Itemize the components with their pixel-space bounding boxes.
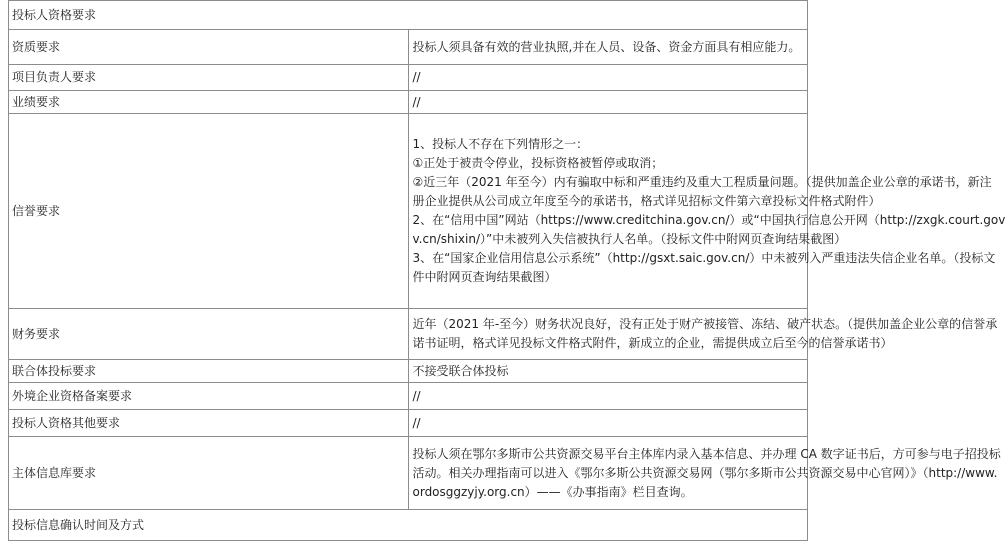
content-line: 册企业提供从公司成立年度至今的承诺书，格式详见招标文件第六章投标文件格式附件） [412, 194, 881, 208]
row-label: 外境企业资格备案要求 [9, 383, 409, 410]
table-row [9, 360, 808, 383]
row-label: 投标人资格其他要求 [9, 410, 409, 437]
table-header: 投标人资格要求 [9, 1, 808, 30]
content-line: // [412, 388, 421, 403]
table-footer: 投标信息确认时间及方式 [9, 510, 808, 541]
table-row [9, 91, 808, 114]
content-line: 诺书证明，格式详见投标文件格式附件，新成立的企业，需提供成立后至今的信誉承诺书） [412, 336, 893, 350]
content-line: // [412, 415, 421, 430]
content-line: 活动。相关办理指南可以进入《鄂尔多斯公共资源交易网（鄂尔多斯市公共资源交易中心官网）》（http://www. [412, 465, 998, 480]
row-content [408, 410, 808, 437]
row-content [408, 30, 808, 65]
row-content [408, 437, 1001, 510]
row-label: 项目负责人要求 [9, 65, 409, 91]
row-content [408, 91, 808, 114]
table-row [9, 437, 808, 510]
content-line: 投标人须在鄂尔多斯市公共资源交易平台主体库内录入基本信息、并办理 CA 数字证书后，方可参与电子招投标 [412, 446, 1001, 461]
content-line: 不接受联合体投标 [412, 363, 509, 378]
table-row [9, 410, 808, 437]
row-content [408, 309, 998, 360]
table-row [9, 383, 808, 410]
row-label: 信誉要求 [9, 114, 409, 309]
row-content [408, 360, 808, 383]
content-line: v.cn/shixin/）”中未被列入失信被执行人名单。（投标文件中附网页查询结果截图） [412, 232, 847, 246]
row-label: 资质要求 [9, 30, 409, 65]
content-line: 投标人须具备有效的营业执照,并在人员、设备、资金方面具有相应能力。 [412, 39, 801, 54]
row-content [408, 383, 808, 410]
row-content [408, 65, 808, 91]
bidder-qualification-table [8, 0, 1005, 541]
row-label: 联合体投标要求 [9, 360, 409, 383]
content-line: 件中附网页查询结果截图） [412, 270, 557, 284]
content-line: ①正处于被责令停业，投标资格被暂停或取消； [412, 156, 664, 170]
content-line: ②近三年（2021 年至今）内有骗取中标和严重违约及重大工程质量问题。（提供加盖企业公章的承诺书，新注 [412, 175, 992, 189]
content-line: 近年（2021 年-至今）财务状况良好，没有正处于财产被接管、冻结、破产状态。（提供加盖企业公章的信誉承 [412, 317, 998, 331]
table-row [9, 30, 808, 65]
table-row [9, 65, 808, 91]
content-line: 2、在“信用中国”网站（https://www.creditchina.gov.cn/）或“中国执行信息公开网（http://zxgk.court.gov [412, 213, 1005, 227]
table-row [9, 309, 808, 360]
content-line: // [412, 94, 421, 109]
content-line: ordosggzyjy.org.cn）——《办事指南》栏目查询。 [412, 484, 693, 499]
table-row [9, 114, 808, 309]
content-line: 1、投标人不存在下列情形之一： [412, 137, 589, 151]
row-label: 财务要求 [9, 309, 409, 360]
row-label: 业绩要求 [9, 91, 409, 114]
row-content [408, 114, 1005, 309]
content-line: // [412, 70, 421, 84]
content-line: 3、在“国家企业信用信息公示系统”（http://gsxt.saic.gov.cn/）中未被列入严重违法失信企业名单。（投标文 [412, 251, 996, 265]
row-label: 主体信息库要求 [9, 437, 409, 510]
